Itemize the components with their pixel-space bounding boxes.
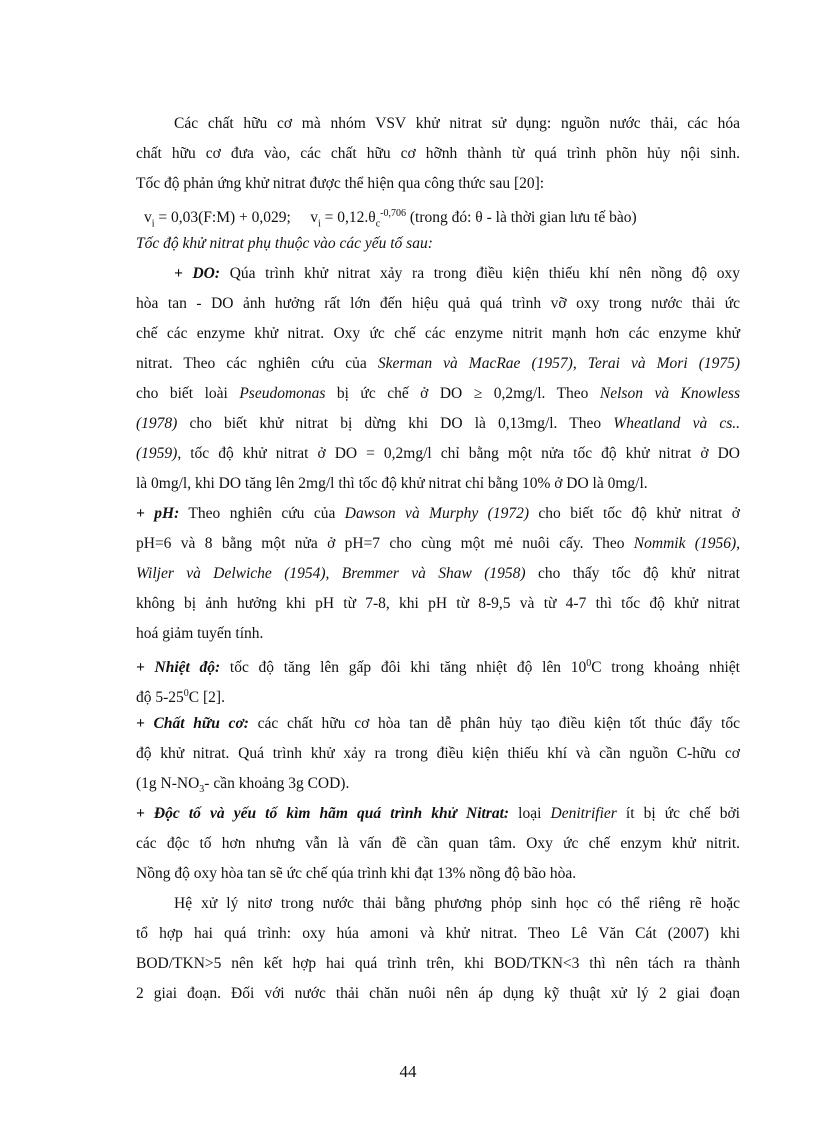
text: Tốc độ phản ứng khử nitrat được thể hiện qua công thức sau [20]: <box>136 175 545 192</box>
heading-ph: + pH: <box>136 505 180 522</box>
formula-text: (trong đó: θ - là thời gian lưu tế bào) <box>405 209 637 227</box>
text-line <box>136 714 740 734</box>
text: nitrat. Theo các nghiên cứu của <box>136 355 378 372</box>
formula-sub: i <box>151 218 155 230</box>
text: ít bị ức chế bởi <box>616 805 740 822</box>
text: chế các enzyme khử nitrat. Oxy ức chế các enzyme nitrit mạnh hơn các enzyme khử <box>136 325 740 342</box>
citation: Wiljer và Delwiche (1954), Bremmer và Shaw (1958) <box>136 565 526 582</box>
text-line <box>136 474 740 494</box>
text: Qúa trình khử nitrat xảy ra trong điều kiện thiếu khí nên nồng độ oxy <box>220 265 740 282</box>
text: tổ hợp hai quá trình: oxy húa amoni và khử nitrat. Theo Lê Văn Cát (2007) khi <box>136 925 740 942</box>
text-line <box>136 624 740 644</box>
formula-sub: 3 <box>199 784 205 796</box>
citation: Wheatland và cs.. <box>613 415 740 432</box>
heading-do: + DO: <box>174 265 221 282</box>
text-line <box>136 834 740 854</box>
formula-text: = 0,12.θ <box>320 209 376 227</box>
species-name: Pseudomonas <box>239 385 326 402</box>
text: các chất hữu cơ hòa tan dễ phân hủy tạo điều kiện tốt thúc đẩy tốc <box>248 715 740 732</box>
citation: Nommik (1956), <box>633 535 740 552</box>
text: pH=6 và 8 bằng một nửa ở pH=7 cho cùng một mẻ nuôi cấy. Theo <box>136 535 634 552</box>
text: không bị ảnh hưởng khi pH từ 7-8, khi pH từ 8-9,5 và từ 4-7 thì tốc độ khử nitrat <box>136 595 740 612</box>
text-line <box>136 504 740 524</box>
formula-sub: i <box>317 218 321 230</box>
text-line <box>136 924 740 944</box>
section-heading <box>136 234 740 254</box>
text: là 0mg/l, khi DO tăng lên 2mg/l thì tốc độ khử nitrat chỉ bằng 10% ở DO là 0mg/l. <box>136 475 648 492</box>
formula-text: = 0,03(F:M) + 0,029; <box>154 209 291 227</box>
heading-toxins: + Độc tố và yếu tố kìm hãm quá trình khử Nitrat: <box>136 805 510 822</box>
text-line <box>136 174 740 194</box>
text-line <box>136 864 740 884</box>
text: hoá giảm tuyến tính. <box>136 625 264 642</box>
text-line <box>136 444 740 464</box>
formula-sup: -0,706 <box>380 208 406 219</box>
citation: (1978) <box>136 415 178 432</box>
text: tốc độ tăng lên gấp đôi khi tăng nhiệt độ lên 10 <box>220 659 587 677</box>
text-line <box>136 294 740 314</box>
text-line <box>136 144 740 164</box>
text-line <box>136 324 740 344</box>
text-line <box>136 894 740 914</box>
text: Tốc độ khử nitrat phụ thuộc vào các yếu tố sau: <box>136 235 433 252</box>
text-line <box>136 354 740 374</box>
text: bị ức chế ở DO ≥ 0,2mg/l. Theo <box>325 385 600 402</box>
text-line <box>136 384 740 404</box>
text: độ 5-25 <box>136 689 184 707</box>
text: cho biết tốc độ khử nitrat ở <box>528 505 740 522</box>
text: hòa tan - DO ảnh hưởng rất lớn đến hiệu quả quá trình vỡ oxy trong nước thải ức <box>136 295 740 312</box>
heading-temperature: + Nhiệt độ: <box>136 659 221 677</box>
text: cho biết khử nitrat bị dừng khi DO là 0,13mg/l. Theo <box>177 415 614 432</box>
text-line <box>136 804 740 824</box>
heading-organic: + Chất hữu cơ: <box>136 715 249 732</box>
citation: (1959) <box>136 445 178 462</box>
text-line <box>136 684 740 708</box>
text-line <box>136 774 740 800</box>
organism-name: Denitrifier <box>550 805 617 822</box>
citation: Skerman và MacRae (1957) <box>377 355 573 372</box>
text-line <box>136 534 740 554</box>
text: chất hữu cơ đưa vào, các chất hữu cơ hỡnh thành từ quá trình phõn hủy nội sinh. <box>136 145 740 162</box>
page-number: 44 <box>399 1062 417 1081</box>
text: độ khử nitrat. Quá trình khử xảy ra trong điều kiện thiếu khí và cần nguồn C-hữu cơ <box>136 745 740 762</box>
citation: Dawson và Murphy (1972) <box>344 505 529 522</box>
text: Theo nghiên cứu của <box>179 505 345 522</box>
text: , <box>572 355 588 372</box>
text: Các chất hữu cơ mà nhóm VSV khử nitrat sử dụng: nguồn nước thải, các hóa <box>174 115 740 132</box>
text-line <box>136 594 740 614</box>
text-line <box>136 564 740 584</box>
text: 2 giai đoạn. Đối với nước thải chăn nuôi nên áp dụng kỹ thuật xử lý 2 giai đoạn <box>136 985 740 1002</box>
text: Hệ xử lý nitơ trong nước thải bằng phương phỏp sinh học có thể riêng rẽ hoặc <box>174 895 740 912</box>
formula-text: v <box>144 209 152 227</box>
formula-text: v <box>310 209 318 227</box>
text-line <box>136 954 740 974</box>
text: , tốc độ khử nitrat ở DO = 0,2mg/l chỉ bằng một nửa tốc độ khử nitrat ở DO <box>177 445 740 462</box>
text: C trong khoảng nhiệt <box>591 659 740 677</box>
text-line <box>136 114 740 134</box>
text: - cần khoảng 3g COD). <box>204 775 350 792</box>
text: (1g N-NO <box>136 775 200 792</box>
text-line <box>136 414 740 434</box>
citation: Nelson và Knowless <box>599 385 740 402</box>
text-line <box>136 984 740 1004</box>
text: loại <box>509 805 551 822</box>
text: Nồng độ oxy hòa tan sẽ ức chế qúa trình khi đạt 13% nồng độ bão hòa. <box>136 865 577 882</box>
degree-sup: 0 <box>586 658 592 669</box>
degree-sup: 0 <box>183 688 189 699</box>
text-line <box>136 264 740 284</box>
text: cho thấy tốc độ khử nitrat <box>525 565 740 582</box>
text: cho biết loài <box>136 385 240 402</box>
text-line <box>136 744 740 764</box>
formula-sub: c <box>375 218 381 230</box>
text: BOD/TKN>5 nên kết hợp hai quá trình trên, khi BOD/TKN<3 thì nên tách ra thành <box>136 955 740 972</box>
formula-line <box>136 204 740 234</box>
citation: Terai và Mori (1975) <box>587 355 741 372</box>
text: C [2]. <box>188 689 225 707</box>
text: các độc tố hơn nhưng vẫn là vấn đề cần quan tâm. Oxy ức chế enzym khử nitrit. <box>136 835 740 852</box>
text-line <box>136 654 740 678</box>
